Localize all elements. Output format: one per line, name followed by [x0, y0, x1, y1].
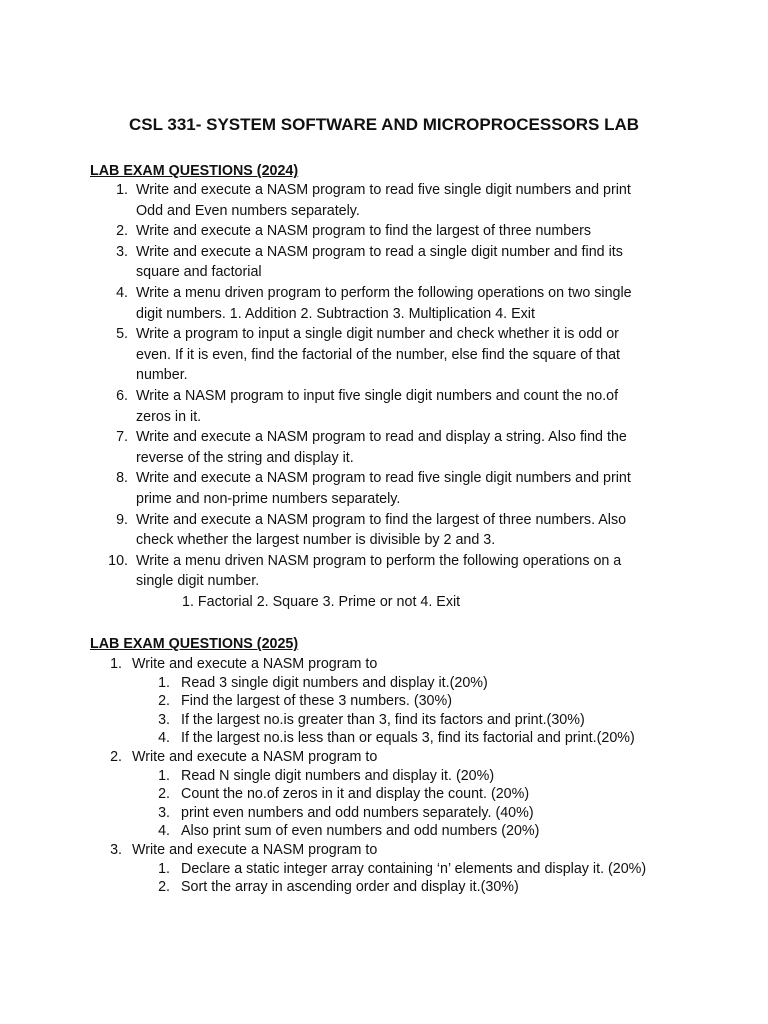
question-text-line: Write a menu driven NASM program to perform the following operations on a	[136, 552, 622, 569]
document-title: CSL 331- SYSTEM SOFTWARE AND MICROPROCESSORS LAB	[128, 115, 640, 134]
sub-question-text: If the largest no.is greater than 3, find its factors and print.(30%)	[181, 711, 585, 728]
sub-question-number: 3.	[158, 711, 170, 728]
question-text: Write and execute a NASM program to	[132, 842, 378, 858]
sub-question-number: 1.	[158, 767, 170, 784]
sub-question-text: Sort the array in ascending order and display it.(30%)	[181, 879, 519, 896]
question-number: 3.	[110, 842, 122, 858]
question-text-line: Write and execute a NASM program to read a single digit number and find its	[136, 243, 623, 260]
question-text-line: Write and execute a NASM program to find the largest of three numbers. Also	[136, 511, 627, 528]
sub-question-number: 4.	[158, 730, 170, 747]
sub-question-text: Read N single digit numbers and display it. (20%)	[181, 767, 495, 784]
question-text-line: Write a menu driven program to perform the following operations on two single	[136, 285, 632, 301]
question-text: Write and execute a NASM program to	[132, 749, 378, 765]
question-text-line: Write and execute a NASM program to find the largest of three numbers	[136, 223, 592, 240]
question-number: 2.	[116, 223, 128, 240]
sub-question-number: 2.	[158, 879, 170, 896]
sub-question-text: Declare a static integer array containing ‘n’ elements and display it. (20%)	[181, 860, 647, 877]
question-text-line: even. If it is even, find the factorial of the number, else find the square of that	[136, 346, 620, 363]
question-text-line: reverse of the string and display it.	[136, 449, 354, 466]
question-number: 4.	[116, 285, 128, 301]
sub-question-text: Read 3 single digit numbers and display it.(20%)	[181, 674, 488, 691]
question-number: 3.	[116, 243, 128, 260]
sub-question-text: Find the largest of these 3 numbers. (30%)	[181, 693, 452, 710]
question-number: 5.	[116, 326, 128, 343]
question-text: Write and execute a NASM program to	[132, 656, 378, 672]
question-number: 7.	[116, 429, 128, 446]
question-text-line: Write a NASM program to input five single digit numbers and count the no.of	[136, 388, 619, 404]
sub-question-number: 3.	[158, 804, 170, 821]
sub-question-text: print even numbers and odd numbers separately. (40%)	[181, 804, 534, 821]
question-text-line: number.	[136, 367, 188, 384]
question-number: 9.	[116, 511, 128, 528]
question-text-line: check whether the largest number is divisible by 2 and 3.	[136, 532, 496, 549]
sub-question-number: 1.	[158, 674, 170, 691]
sub-question-number: 2.	[158, 693, 170, 710]
question-number: 8.	[116, 470, 128, 487]
section-heading-2024: LAB EXAM QUESTIONS (2024)	[90, 163, 299, 179]
question-number: 1.	[110, 656, 122, 672]
question-text-line: prime and non-prime numbers separately.	[136, 490, 401, 507]
sub-question-text: Count the no.of zeros in it and display the count. (20%)	[181, 786, 530, 803]
sub-question-number: 2.	[158, 786, 170, 803]
question-text-line: single digit number.	[136, 573, 260, 590]
question-text-line: square and factorial	[136, 264, 262, 281]
question-number: 10.	[108, 552, 128, 569]
section-heading-2025: LAB EXAM QUESTIONS (2025)	[90, 636, 299, 652]
question-text-line: Write and execute a NASM program to read five single digit numbers and print	[136, 470, 631, 487]
sub-question-text: Also print sum of even numbers and odd numbers (20%)	[181, 823, 540, 840]
question-text-line: Odd and Even numbers separately.	[136, 202, 360, 219]
question-text-line: zeros in it.	[136, 408, 202, 425]
question-text-line: digit numbers. 1. Addition 2. Subtraction 3. Multiplication 4. Exit	[136, 305, 535, 322]
sub-question-number: 1.	[158, 860, 170, 877]
sub-question-number: 4.	[158, 823, 170, 840]
question-number: 2.	[110, 749, 122, 765]
question-text-line: Write a program to input a single digit number and check whether it is odd or	[136, 326, 619, 343]
question-text-line: Write and execute a NASM program to read five single digit numbers and print	[136, 182, 631, 198]
question-number: 6.	[116, 388, 128, 404]
menu-options-text: 1. Factorial 2. Square 3. Prime or not 4. Exit	[182, 594, 461, 610]
question-number: 1.	[116, 182, 128, 198]
question-text-line: Write and execute a NASM program to read and display a string. Also find the	[136, 429, 627, 446]
sub-question-text: If the largest no.is less than or equals 3, find its factorial and print.(20%)	[181, 730, 635, 747]
